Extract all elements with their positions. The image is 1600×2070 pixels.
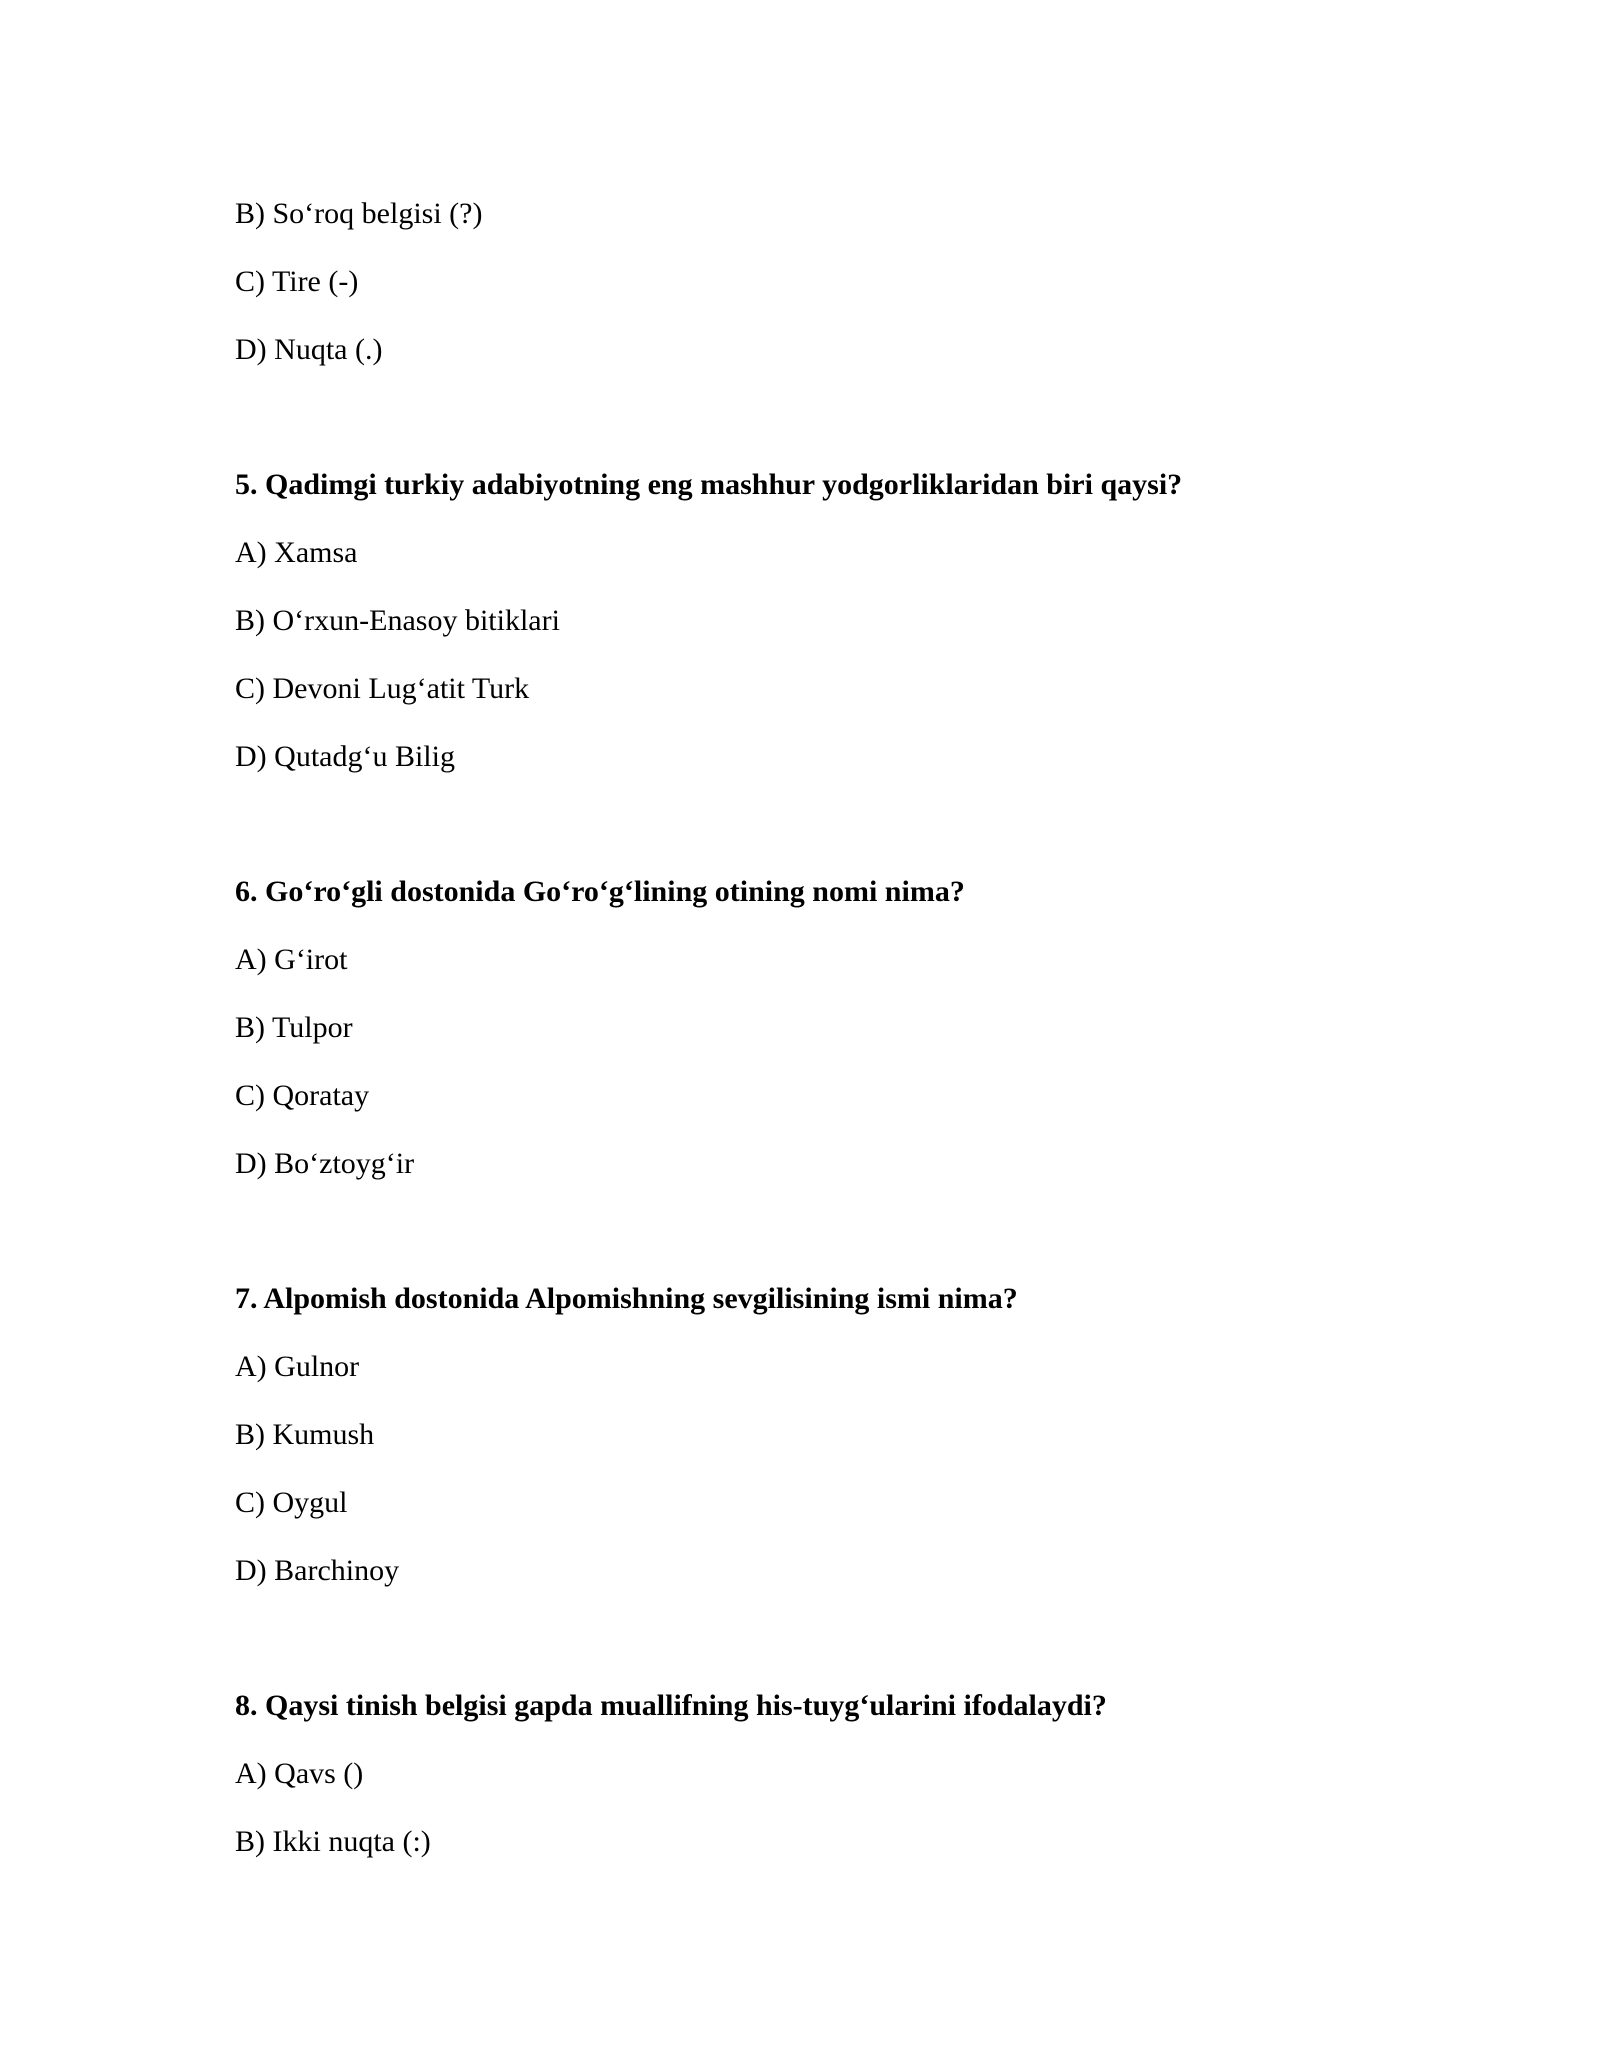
- answer-option: C) Tire (-): [235, 265, 359, 298]
- answer-option: A) Xamsa: [235, 536, 358, 569]
- question-5: 5. Qadimgi turkiy adabiyotning eng mashhur yodgorliklaridan biri qaysi?: [235, 468, 1183, 501]
- answer-option: D) Barchinoy: [235, 1554, 400, 1587]
- spacer: [235, 384, 1435, 451]
- answer-option: D) Qutadg‘u Bilig: [235, 740, 455, 773]
- spacer: [235, 791, 1435, 858]
- question-8: 8. Qaysi tinish belgisi gapda muallifning his-tuyg‘ularini ifodalaydi?: [235, 1689, 1107, 1722]
- answer-option: B) Ikki nuqta (:): [235, 1825, 431, 1858]
- answer-option: C) Devoni Lug‘atit Turk: [235, 672, 530, 705]
- answer-option: A) Qavs (): [235, 1757, 364, 1790]
- quiz-content: [235, 180, 1435, 1876]
- spacer: [235, 1198, 1435, 1265]
- answer-option: D) Bo‘ztoyg‘ir: [235, 1147, 415, 1180]
- answer-option: B) O‘rxun-Enasoy bitiklari: [235, 604, 560, 637]
- answer-option: B) Tulpor: [235, 1011, 353, 1044]
- answer-option: A) G‘irot: [235, 943, 348, 976]
- question-7: 7. Alpomish dostonida Alpomishning sevgilisining ismi nima?: [235, 1282, 1018, 1315]
- answer-option: B) Kumush: [235, 1418, 375, 1451]
- answer-option: B) So‘roq belgisi (?): [235, 197, 483, 230]
- answer-option: C) Oygul: [235, 1486, 348, 1519]
- answer-option: D) Nuqta (.): [235, 333, 383, 366]
- question-6: 6. Go‘ro‘gli dostonida Go‘ro‘g‘lining otining nomi nima?: [235, 875, 965, 908]
- answer-option: A) Gulnor: [235, 1350, 360, 1383]
- answer-option: C) Qoratay: [235, 1079, 370, 1112]
- spacer: [235, 1605, 1435, 1672]
